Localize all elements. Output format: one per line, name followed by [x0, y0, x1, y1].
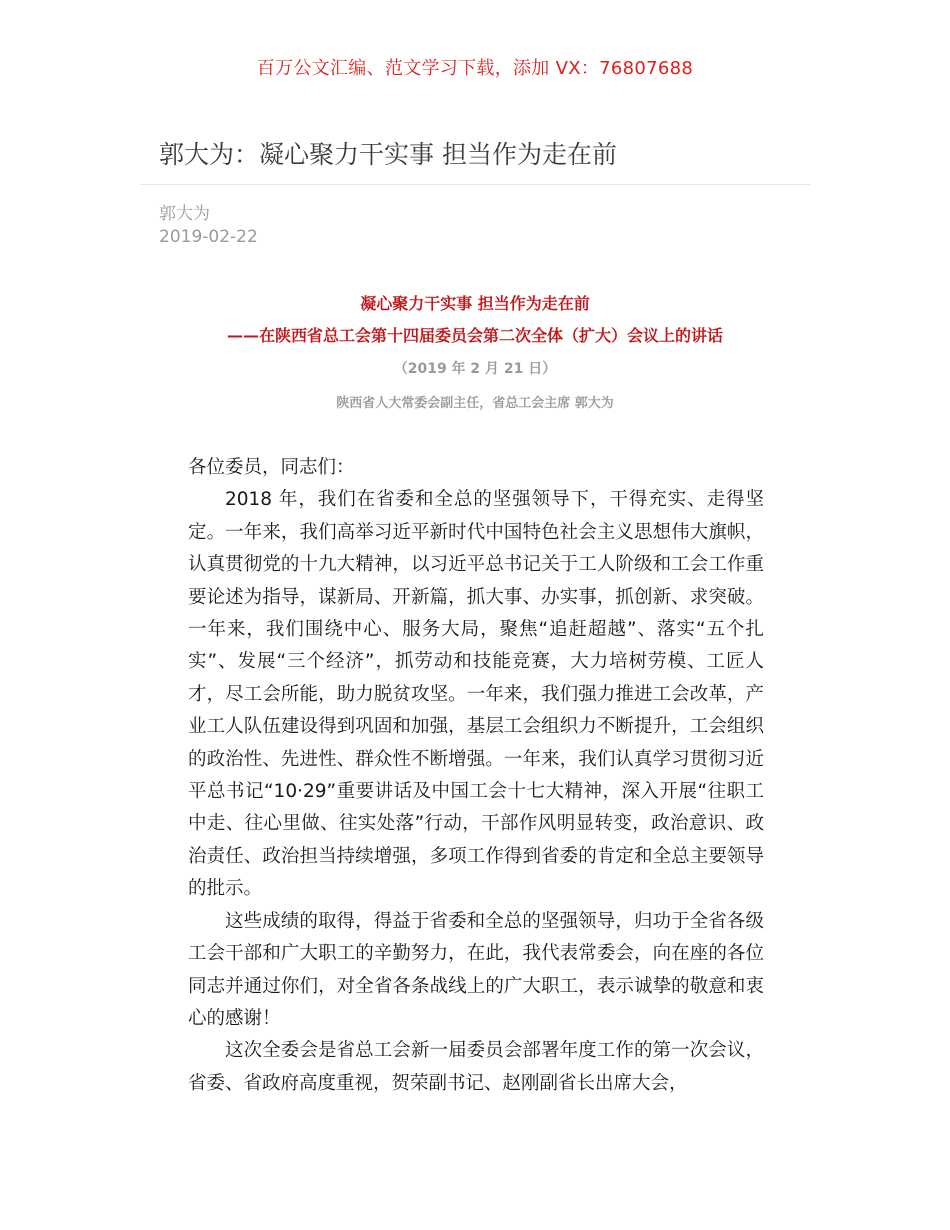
salutation: 各位委员，同志们：: [188, 457, 355, 478]
speech-subtitle: ——在陕西省总工会第十四届委员会第二次全体（扩大）会议上的讲话: [226, 326, 723, 345]
body-paragraph: 2018 年，我们在省委和全总的坚强领导下，干得充实、走得坚定。一年来，我们高举习近平新时代中国特色社会主义思想伟大旗帜，认真贯彻党的十九大精神，以习近平总书记关于工人阶级和工会工作重要论述为指导，谋新局、开新篇，抓大事、办实事，抓创新、求突破。一年来，我们围绕中心、服务大局，聚焦“追赶超越”、落实“五个扎实”、发展“三个经济”，抓劳动和技能竞赛，大力培树劳模、工匠人才，尽工会所能，助力脱贫攻坚。一年来，我们强力推进工会改革，产业工人队伍建设得到巩固和加强，基层工会组织力不断提升，工会组织的政治性、先进性、群众性不断增强。一年来，我们认真学习贯彻习近平总书记“10·29”重要讲话及中国工会十七大精神，深入开展“往职工中走、往心里做、往实处落”行动，干部作风明显转变，政治意识、政治责任、政治担当持续增强，多项工作得到省委的肯定和全总主要领导的批示。: [188, 489, 764, 900]
speaker-line: 陕西省人大常委会副主任，省总工会主席 郭大为: [336, 396, 614, 411]
article-author: 郭大为: [159, 204, 210, 224]
speech-date: （2019 年 2 月 21 日）: [393, 361, 557, 377]
article-date: 2019-02-22: [159, 227, 258, 247]
promo-banner: 百万公文汇编、范文学习下载，添加 VX：76807688: [256, 58, 694, 79]
body-paragraph: 这次全委会是省总工会新一届委员会部署年度工作的第一次会议，省委、省政府高度重视，贺荣副书记、赵刚副省长出席大会，: [188, 1040, 764, 1094]
speech-body: [188, 452, 764, 1100]
title-divider: [140, 184, 810, 185]
article-title: 郭大为：凝心聚力干实事 担当作为走在前: [159, 140, 617, 169]
speech-title: 凝心聚力干实事 担当作为走在前: [360, 294, 590, 313]
body-paragraph: 这些成绩的取得，得益于省委和全总的坚强领导，归功于全省各级工会干部和广大职工的辛勤努力，在此，我代表常委会，向在座的各位同志并通过你们，对全省各条战线上的广大职工，表示诚挚的敬意和衷心的感谢！: [188, 910, 764, 1029]
